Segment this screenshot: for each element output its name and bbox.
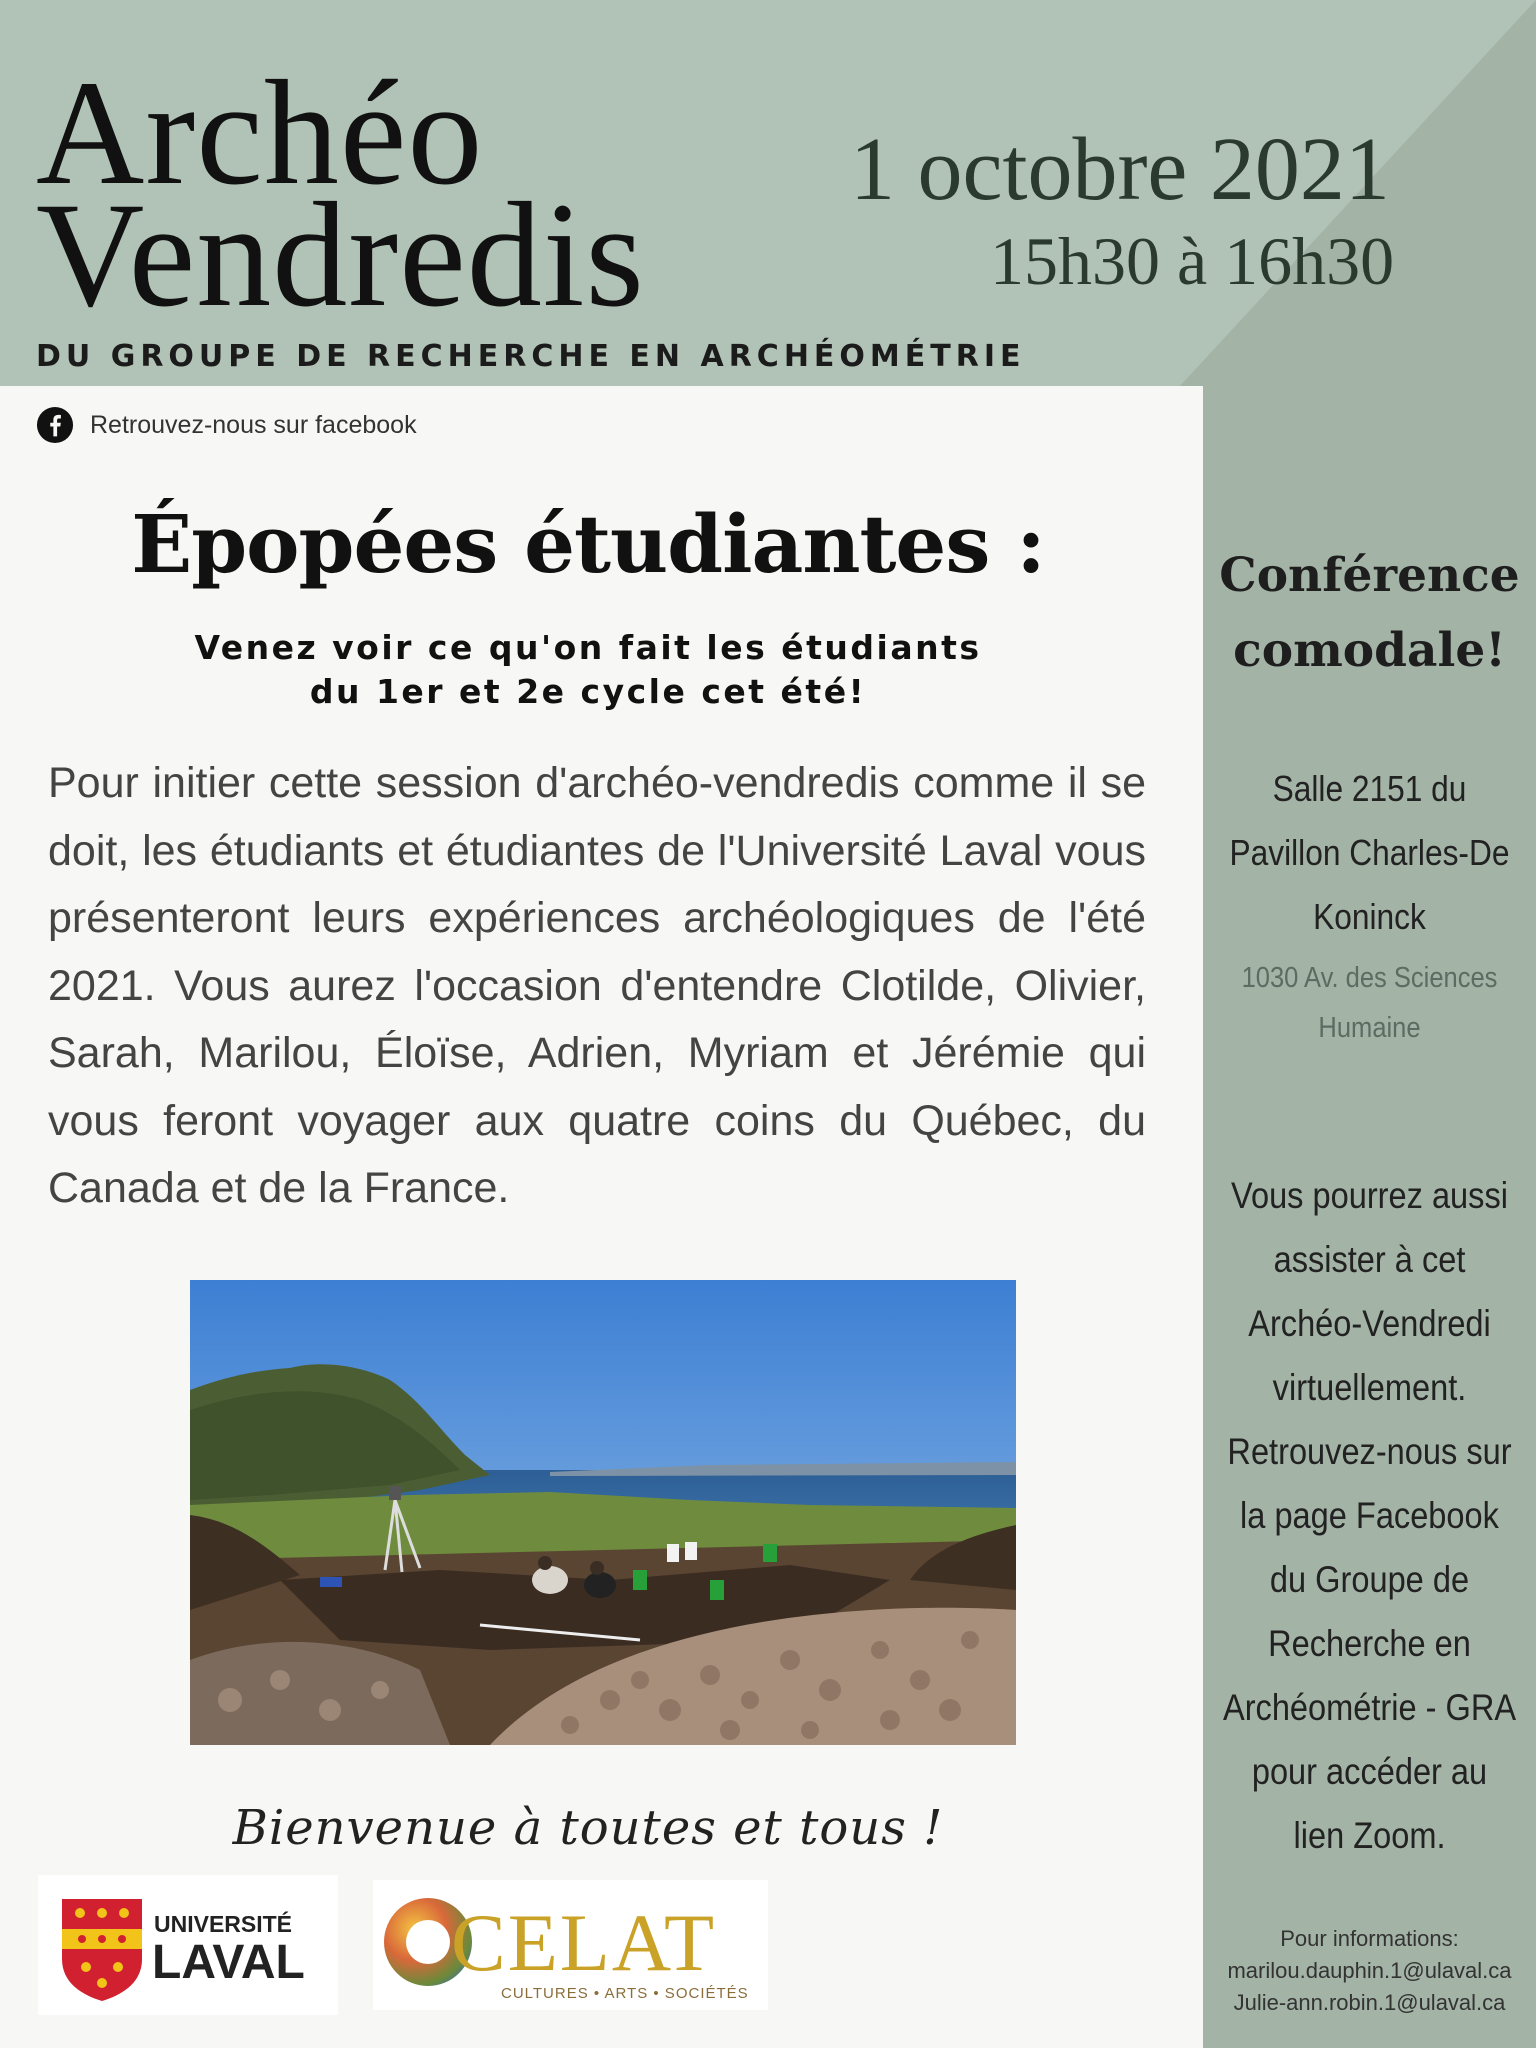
facebook-link[interactable] <box>36 406 417 444</box>
celat-logo <box>373 1880 768 2010</box>
virtual-info-line: Vous pourrez aussi <box>1231 1175 1508 1216</box>
address-line1: 1030 Av. des Sciences <box>1241 962 1498 994</box>
event-title-line1: Archéo <box>36 50 484 216</box>
virtual-info-line: la page Facebook <box>1240 1495 1499 1536</box>
laval-logo-bottom-text: LAVAL <box>152 1936 305 1989</box>
contact-email-1[interactable]: marilou.dauphin.1@ulaval.ca <box>1227 1958 1512 1983</box>
virtual-info-line: Archéométrie - GRA <box>1222 1687 1517 1728</box>
virtual-info-line: Recherche en <box>1268 1623 1471 1664</box>
headline: Épopées étudiantes : <box>131 497 1045 591</box>
facebook-link-text: Retrouvez-nous sur facebook <box>90 410 417 439</box>
room-line2: Pavillon Charles-De <box>1229 832 1510 873</box>
subheadline-line1: Venez voir ce qu'on fait les étudiants <box>194 628 982 667</box>
subheadline-line2: du 1er et 2e cycle cet été! <box>309 672 867 711</box>
celat-logo-graphic <box>373 1880 768 2010</box>
universite-laval-logo <box>38 1875 338 2015</box>
room-line3: Koninck <box>1313 896 1426 937</box>
facebook-icon <box>36 406 74 444</box>
virtual-info-line: Archéo-Vendredi <box>1248 1303 1491 1344</box>
info-label: Pour informations: <box>1280 1926 1459 1951</box>
event-subtitle: DU GROUPE DE RECHERCHE EN ARCHÉOMÉTRIE <box>36 339 1026 374</box>
laval-logo-graphic <box>38 1875 338 2015</box>
virtual-info-line: pour accéder au <box>1251 1751 1488 1792</box>
event-date: 1 octobre 2021 <box>850 120 1390 219</box>
event-time: 15h30 à 16h30 <box>990 223 1395 299</box>
event-description: Pour initier cette session d'archéo-vendredis comme il se doit, les étudiants et étudiantes de l'Université Laval vous présenteront leurs expériences archéologiques de l'été 2021. Vous aurez l'occasion d'entendre Clotilde, Olivier, Sarah, Marilou, Éloïse, Adrien, Myriam et Jérémie qui vous feront voyager aux quatre coins du Québec, du Canada et de la France. <box>48 759 1146 1212</box>
virtual-info-line: du Groupe de <box>1269 1559 1470 1600</box>
conference-label-line1: Conférence <box>1219 548 1520 603</box>
event-title-line2: Vendredis <box>36 172 645 338</box>
laval-logo-top-text: UNIVERSITÉ <box>154 1911 293 1937</box>
virtual-info-line: assister à cet <box>1273 1239 1466 1280</box>
celat-logo-tagline: CULTURES • ARTS • SOCIÉTÉS <box>501 1985 749 2002</box>
virtual-info-line: virtuellement. <box>1272 1367 1467 1408</box>
excavation-photo <box>190 1280 1016 1745</box>
room-line1: Salle 2151 du <box>1272 768 1467 809</box>
virtual-info-line: lien Zoom. <box>1293 1815 1446 1856</box>
virtual-info-line: Retrouvez-nous sur <box>1227 1431 1512 1472</box>
celat-logo-text: CELAT <box>451 1897 717 1988</box>
contact-email-2[interactable]: Julie-ann.robin.1@ulaval.ca <box>1233 1990 1506 2015</box>
welcome-message: Bienvenue à toutes et tous ! <box>232 1800 944 1856</box>
conference-label-line2: comodale! <box>1233 623 1506 678</box>
address-line2: Humaine <box>1318 1012 1421 1044</box>
